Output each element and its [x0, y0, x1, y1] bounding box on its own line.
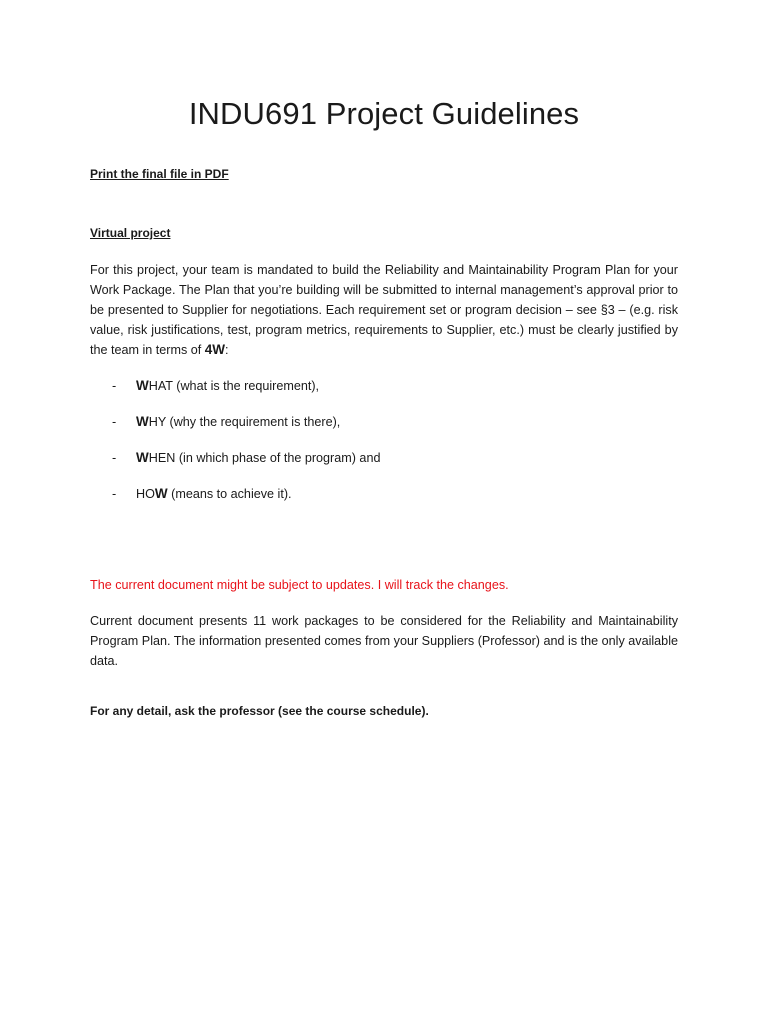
list-item-letter: W [136, 414, 149, 429]
packages-note: Current document presents 11 work packages to be considered for the Reliability and Maintainability Program Plan. The information presented comes from your Suppliers (Professor) and is the only available data. [90, 614, 678, 668]
list-item-lead: HO [136, 487, 155, 501]
detail-note: For any detail, ask the professor (see the course schedule). [90, 704, 429, 718]
list-item-letter: W [154, 486, 168, 501]
list-item-text: HY (why the requirement is there), [148, 415, 341, 429]
print-note: Print the final file in PDF [90, 167, 229, 181]
list-item-text: HAT (what is the requirement), [148, 379, 320, 393]
intro-end: : [225, 343, 229, 357]
section-heading: Virtual project [90, 226, 171, 240]
document-title: INDU691 Project Guidelines [188, 96, 580, 131]
list-dash: - [112, 451, 117, 465]
list-item-text: HEN (in which phase of the program) and [148, 451, 381, 465]
list-item-letter: W [136, 378, 149, 393]
list-item-letter: W [136, 450, 149, 465]
intro-text: For this project, your team is mandated to build the Reliability and Maintainability Program Plan for your Work Package. The Plan that you’re building will be submitted to internal management’s approval prior to be presented to Supplier for negotiations. Each requirement set or program decision – see §3 – (e.g. risk value, risk justifications, test, program metrics, requirements to Supplier, etc.) must be clearly justified by the team in terms of [90, 263, 678, 357]
list-dash: - [112, 379, 117, 393]
list-dash: - [112, 487, 117, 501]
intro-emphasis: 4W [204, 342, 226, 357]
list-item-text: (means to achieve it). [167, 487, 292, 501]
intro-paragraph [90, 260, 678, 360]
list-dash: - [112, 415, 117, 429]
update-note: The current document might be subject to updates. I will track the changes. [90, 578, 509, 592]
